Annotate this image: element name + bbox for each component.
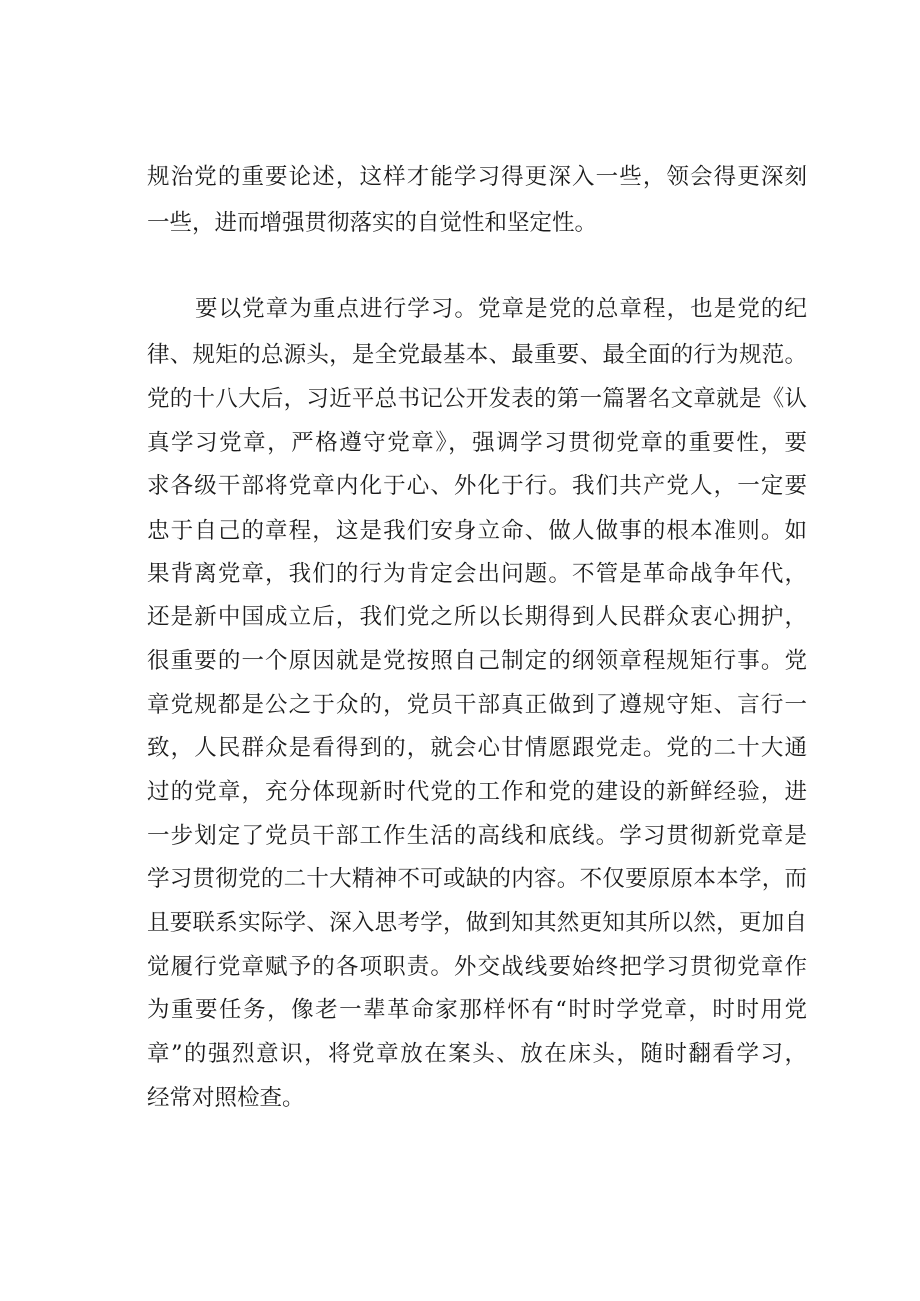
paragraph-line: 真学习党章，严格遵守党章》，强调学习贯彻党章的重要性，要 — [147, 430, 807, 456]
paragraph-line: 觉履行党章赋予的各项职责。外交战线要始终把学习贯彻党章作 — [147, 954, 807, 980]
paragraph-line: 要以党章为重点进行学习。党章是党的总章程，也是党的纪 — [195, 296, 807, 322]
paragraph-line: 且要联系实际学、深入思考学，做到知其然更知其所以然，更加自 — [147, 910, 807, 936]
paragraph-line: 求各级干部将党章内化于心、外化于行。我们共产党人，一定要 — [147, 473, 807, 499]
paragraph-line: 一步划定了党员干部工作生活的高线和底线。学习贯彻新党章是 — [147, 823, 807, 849]
paragraph-line: 党的十八大后，习近平总书记公开发表的第一篇署名文章就是《认 — [147, 386, 807, 412]
paragraph-line: 律、规矩的总源头，是全党最基本、最重要、最全面的行为规范。 — [147, 342, 807, 368]
paragraph-line: 致，人民群众是看得到的，就会心甘情愿跟党走。党的二十大通 — [147, 735, 807, 761]
paragraph-line: 还是新中国成立后，我们党之所以长期得到人民群众衷心拥护， — [147, 604, 807, 630]
paragraph-line: 章党规都是公之于众的，党员干部真正做到了遵规守矩、言行一 — [147, 692, 807, 718]
paragraph-line: 很重要的一个原因就是党按照自己制定的纲领章程规矩行事。党 — [147, 648, 807, 674]
paragraph-line: 果背离党章，我们的行为肯定会出问题。不管是革命战争年代， — [147, 561, 807, 587]
paragraph-line: 过的党章，充分体现新时代党的工作和党的建设的新鲜经验，进 — [147, 779, 807, 805]
paragraph-line: 章”的强烈意识，将党章放在案头、放在床头，随时翻看学习， — [147, 1041, 807, 1067]
paragraph-line: 经常对照检查。 — [147, 1085, 305, 1111]
paragraph-line: 学习贯彻党的二十大精神不可或缺的内容。不仅要原原本本学，而 — [147, 866, 807, 892]
paragraph-line: 一些，进而增强贯彻落实的自觉性和坚定性。 — [147, 210, 598, 236]
paragraph-line: 规治党的重要论述，这样才能学习得更深入一些，领会得更深刻 — [147, 164, 807, 190]
paragraph-line: 忠于自己的章程，这是我们安身立命、做人做事的根本准则。如 — [147, 518, 807, 544]
paragraph-line: 为重要任务，像老一辈革命家那样怀有“时时学党章，时时用党 — [147, 997, 807, 1023]
